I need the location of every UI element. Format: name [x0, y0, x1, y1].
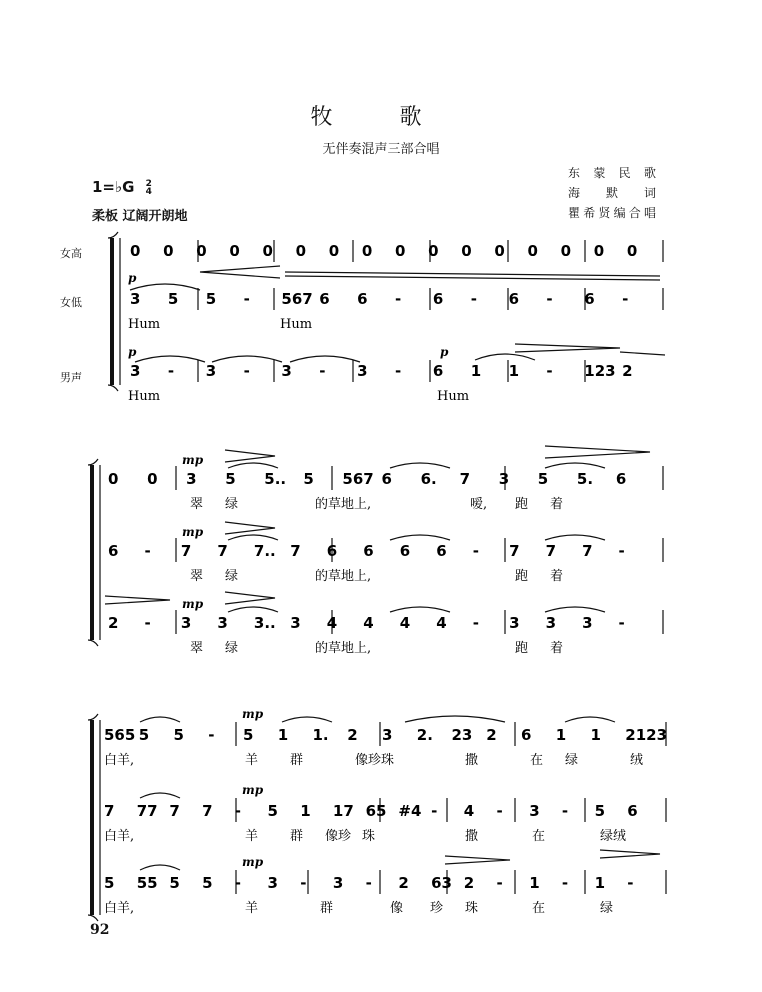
lyric: 撒 [465, 753, 479, 768]
note: 7 [459, 470, 471, 488]
note: 0 [395, 242, 406, 260]
dynamic-p-men-2: p [440, 345, 449, 359]
part-label-alto: 女低 [60, 296, 82, 309]
note: 3.. [253, 614, 276, 632]
note: 1 [277, 726, 289, 744]
note: - [234, 802, 242, 820]
note: - [431, 802, 438, 820]
note: 6 [521, 726, 532, 744]
lyric: 绿绒 [600, 829, 627, 844]
lyric: 翠 [190, 569, 204, 584]
note: 3 [180, 614, 192, 632]
note: 63 [431, 874, 452, 892]
note: 0 [328, 242, 340, 260]
note: 7 [202, 802, 213, 820]
lyric: 白羊, [104, 901, 135, 916]
lyric: Hum [128, 389, 161, 404]
note: 5 [173, 726, 184, 744]
note: 1 [508, 362, 520, 380]
note: 4 [463, 802, 475, 820]
note: 5 [303, 470, 314, 488]
note: 7 [169, 802, 180, 820]
note: 3 [357, 362, 368, 380]
note: 0 [527, 242, 538, 260]
note: 5 [169, 874, 180, 892]
note: 6 [108, 542, 119, 560]
note: 6 [381, 470, 392, 488]
note: 0 [196, 242, 207, 260]
note: 6 [584, 290, 595, 308]
note: 1 [555, 726, 567, 744]
note: 0 [229, 242, 240, 260]
note: - [365, 874, 372, 892]
note: 3 [529, 802, 540, 820]
lyric: 绒 [630, 753, 644, 768]
note: 5 [243, 726, 254, 744]
dynamic-mp-a3: mp [242, 783, 264, 797]
lyric: 在 [532, 829, 546, 844]
note: 567 [342, 470, 374, 488]
note: 5 [225, 470, 236, 488]
note: - [208, 726, 215, 744]
tempo-marking: 柔板 辽阔开朗地 [92, 209, 188, 224]
part-label-soprano: 女高 [60, 247, 82, 260]
lyric: 绿 [225, 641, 239, 656]
note: 7.. [253, 542, 276, 560]
note: 565 [104, 726, 136, 744]
note: - [546, 290, 553, 308]
lyric: Hum [128, 317, 161, 332]
notes-layer [104, 242, 667, 916]
note: 123 [584, 362, 616, 380]
note: 1 [590, 726, 601, 744]
note: 0 [428, 242, 439, 260]
note: 0 [593, 242, 605, 260]
page-number: 92 [90, 922, 110, 938]
lyric: 珠 [362, 829, 376, 844]
note: 6 [436, 542, 447, 560]
note: 0 [147, 470, 158, 488]
lyric: 绿 [225, 497, 239, 512]
note: 5 [202, 874, 213, 892]
note: 5 [167, 290, 179, 308]
dynamic-mp-s3: mp [242, 707, 264, 721]
note: - [243, 290, 250, 308]
note: 4 [363, 614, 374, 632]
note: 77 [136, 802, 158, 820]
note: 6 [508, 290, 520, 308]
note: 6 [432, 290, 444, 308]
lyric: Hum [280, 317, 313, 332]
note: 5. [576, 470, 594, 488]
note: #4 [398, 802, 422, 820]
note: 5 [537, 470, 549, 488]
note: 5.. [264, 470, 287, 488]
note: 6 [357, 290, 368, 308]
credit-lyricist: 海默词 [568, 186, 656, 200]
note: 6. [420, 470, 437, 488]
note: 3 [281, 362, 292, 380]
note: - [472, 542, 479, 560]
note: - [496, 802, 503, 820]
credit-arranger: 瞿希贤编合唱 [568, 206, 656, 220]
lyric: 着 [550, 497, 564, 512]
note: 1 [300, 802, 311, 820]
note: 3 [498, 470, 510, 488]
lyric: 像珍 [325, 829, 352, 844]
note: 2 [463, 874, 475, 892]
note: 6 [326, 542, 338, 560]
lyric: 着 [550, 641, 564, 656]
note: 0 [295, 242, 307, 260]
page-title: 牧 歌 [310, 105, 452, 130]
note: - [144, 542, 151, 560]
note: 7 [509, 542, 520, 560]
note: - [561, 874, 569, 892]
lyric: 在 [532, 901, 546, 916]
note: 6 [432, 362, 444, 380]
dynamic-p-men: p [128, 345, 137, 359]
lyric: 绿 [225, 569, 239, 584]
lyric: 的草地上, [315, 497, 372, 512]
note: - [167, 362, 175, 380]
note: 0 [361, 242, 373, 260]
time-signature-bottom: 4 [145, 186, 152, 197]
part-label-men: 男声 [60, 371, 82, 384]
note: 1 [529, 874, 540, 892]
note: 3 [545, 614, 557, 632]
note: 0 [560, 242, 572, 260]
lyric: 群 [320, 901, 334, 916]
note: 1 [470, 362, 482, 380]
lyric: 羊 [245, 753, 259, 768]
note: - [622, 290, 629, 308]
lyric: 羊 [245, 901, 259, 916]
note: 5 [138, 726, 150, 744]
lyric: 羊 [245, 829, 259, 844]
lyric: 在 [530, 753, 544, 768]
note: 2 [398, 874, 409, 892]
note: 3 [186, 470, 197, 488]
lyric: Hum [437, 389, 470, 404]
note: 3 [217, 614, 228, 632]
note: 6 [363, 542, 374, 560]
lyric: 跑 [515, 641, 529, 656]
note: 7 [290, 542, 301, 560]
note: - [561, 802, 569, 820]
note: - [472, 614, 479, 632]
note: 1. [312, 726, 329, 744]
note: - [470, 290, 477, 308]
note: 4 [436, 614, 447, 632]
lyric: 嗳, [470, 497, 488, 512]
note: 2 [347, 726, 358, 744]
dynamic-mp-m2: mp [182, 597, 204, 611]
lyric: 像 [390, 901, 404, 916]
note: 3 [509, 614, 520, 632]
note: 567 [281, 290, 313, 308]
lyric: 像珍珠 [355, 753, 395, 768]
note: - [395, 290, 402, 308]
note: 3 [130, 362, 141, 380]
note: - [144, 614, 151, 632]
lyric: 白羊, [104, 829, 135, 844]
note: 23 [451, 726, 473, 744]
lyric: 群 [290, 753, 304, 768]
lyric: 着 [550, 569, 564, 584]
note: 5 [205, 290, 217, 308]
note: 7 [180, 542, 192, 560]
note: 0 [163, 242, 174, 260]
note: 17 [332, 802, 354, 820]
note: 7 [545, 542, 557, 560]
note: 6 [319, 290, 330, 308]
lyric: 的草地上, [315, 569, 372, 584]
note: 3 [582, 614, 593, 632]
dynamic-mp-s2: mp [182, 453, 204, 467]
note: - [618, 542, 625, 560]
note: - [546, 362, 553, 380]
note: 5 [267, 802, 278, 820]
note: 6 [399, 542, 411, 560]
lyric: 的草地上, [315, 641, 372, 656]
note: 3 [205, 362, 217, 380]
note: - [395, 362, 402, 380]
note: 2 [622, 362, 633, 380]
note: - [300, 874, 307, 892]
key-label: 1=♭G [92, 178, 135, 196]
note: 2123 [625, 726, 668, 744]
note: 2 [486, 726, 497, 744]
note: 65 [365, 802, 387, 820]
note: 0 [262, 242, 273, 260]
lyric: 白羊, [104, 753, 135, 768]
note: 0 [494, 242, 505, 260]
note: 0 [130, 242, 141, 260]
lyric: 翠 [190, 641, 204, 656]
note: 4 [399, 614, 411, 632]
lyric: 绿 [565, 753, 579, 768]
note: 3 [267, 874, 278, 892]
note: 0 [461, 242, 472, 260]
note: - [627, 874, 634, 892]
note: - [243, 362, 250, 380]
note: 55 [136, 874, 158, 892]
dynamic-mp-a2: mp [182, 525, 204, 539]
lyric: 翠 [190, 497, 204, 512]
lyric: 珠 [465, 901, 479, 916]
note: 7 [217, 542, 228, 560]
lyric: 绿 [600, 901, 614, 916]
note: 3 [382, 726, 393, 744]
note: 4 [326, 614, 338, 632]
credit-origin: 东蒙民歌 [568, 166, 656, 180]
note: - [496, 874, 503, 892]
lyric: 跑 [515, 497, 529, 512]
note: 1 [594, 874, 606, 892]
note: 0 [108, 470, 119, 488]
note: 3 [130, 290, 141, 308]
note: 0 [626, 242, 638, 260]
dynamic-p-alto: p [128, 271, 137, 285]
note: 2 [108, 614, 119, 632]
lyric: 群 [290, 829, 304, 844]
note: 2. [416, 726, 433, 744]
note: - [618, 614, 625, 632]
note: - [319, 362, 326, 380]
note: 5 [104, 874, 115, 892]
note: - [234, 874, 242, 892]
time-signature-top: 2 [145, 178, 152, 189]
note: 7 [104, 802, 115, 820]
note: 3 [332, 874, 344, 892]
subtitle: 无伴奏混声三部合唱 [322, 142, 440, 157]
note: 6 [627, 802, 638, 820]
note: 6 [615, 470, 627, 488]
dynamic-mp-m3: mp [242, 855, 264, 869]
lyric: 珍 [430, 901, 444, 916]
note: 7 [582, 542, 593, 560]
lyric: 撒 [465, 829, 479, 844]
note: 5 [594, 802, 606, 820]
note: 3 [290, 614, 301, 632]
lyric: 跑 [515, 569, 529, 584]
